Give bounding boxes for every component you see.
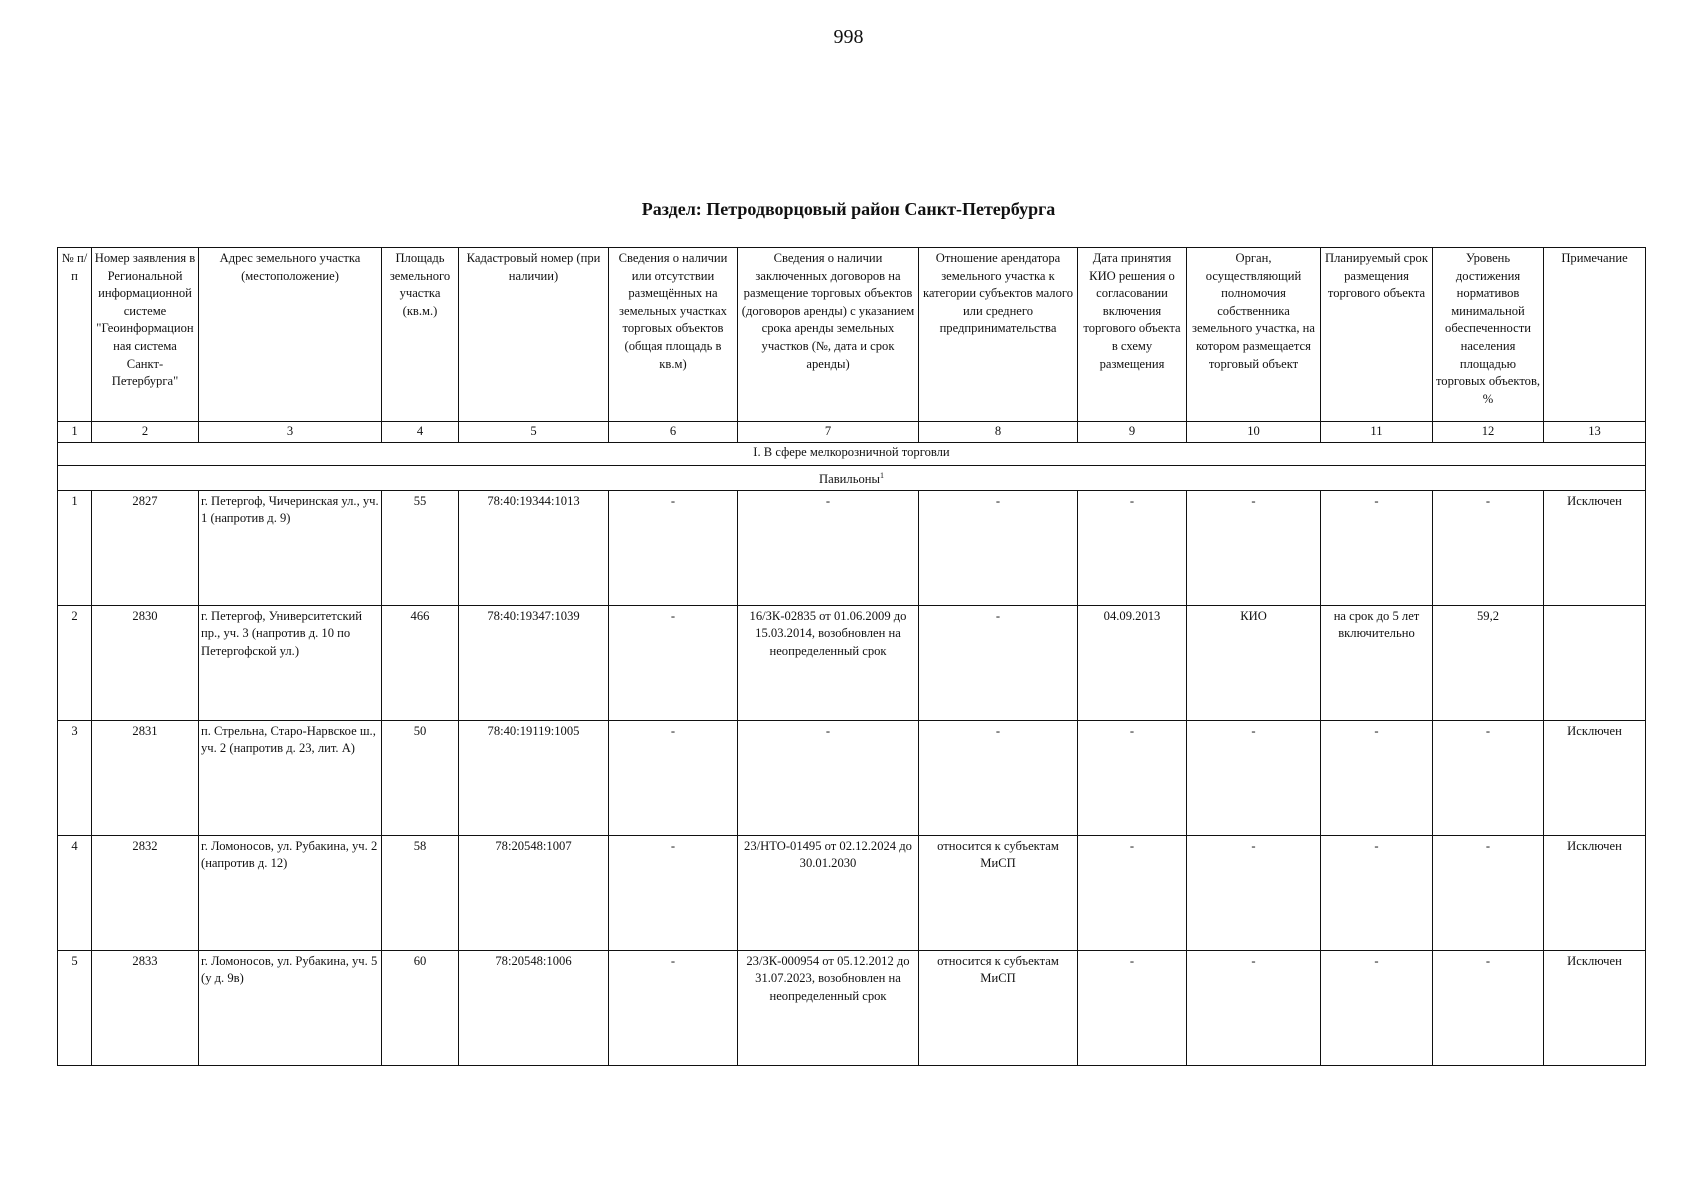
column-header: Сведения о наличии заключенных договоров на размещение торговых объектов (договоров аренды) с указанием срока аренды земельных участков (№, дата и срок аренды) (738, 248, 919, 422)
column-header: Сведения о наличии или отсутствии размещённых на земельных участках торговых объектов (общая площадь в кв.м) (609, 248, 738, 422)
table-row (58, 950, 1646, 1065)
page-number: 998 (833, 26, 864, 48)
table-cell: г. Ломоносов, ул. Рубакина, уч. 5 (у д. 9в) (199, 950, 382, 1065)
table-cell: - (609, 720, 738, 835)
column-number: 1 (58, 422, 92, 443)
table-cell: - (738, 720, 919, 835)
table-cell: Исключен (1544, 720, 1646, 835)
column-number: 6 (609, 422, 738, 443)
table-cell: 50 (382, 720, 459, 835)
table-cell: - (919, 605, 1078, 720)
table-cell: - (1187, 720, 1321, 835)
table-cell: - (738, 490, 919, 605)
table-cell: 78:40:19347:1039 (459, 605, 609, 720)
subgroup-row (58, 466, 1646, 491)
column-number: 7 (738, 422, 919, 443)
table-cell (1544, 605, 1646, 720)
table-cell: - (1078, 950, 1187, 1065)
table-cell: г. Ломоносов, ул. Рубакина, уч. 2 (напротив д. 12) (199, 835, 382, 950)
table-cell: относится к субъектам МиСП (919, 950, 1078, 1065)
column-number: 4 (382, 422, 459, 443)
column-header: Орган, осуществляющий полномочия собственника земельного участка, на котором размещается торговый объект (1187, 248, 1321, 422)
table-row (58, 720, 1646, 835)
table-row (58, 835, 1646, 950)
table-cell: 1 (58, 490, 92, 605)
table-cell: 2833 (92, 950, 199, 1065)
table-cell: 59,2 (1433, 605, 1544, 720)
column-number: 12 (1433, 422, 1544, 443)
table-cell: - (1433, 835, 1544, 950)
table-cell: Исключен (1544, 835, 1646, 950)
column-number: 2 (92, 422, 199, 443)
group-title: I. В сфере мелкорозничной торговли (58, 443, 1646, 466)
table-cell: г. Петергоф, Университетский пр., уч. 3 (напротив д. 10 по Петергофской ул.) (199, 605, 382, 720)
column-header: Уровень достижения нормативов минимальной обеспеченности населения площадью торговых объектов, % (1433, 248, 1544, 422)
column-header: Адрес земельного участка (местоположение) (199, 248, 382, 422)
column-header: Кадастровый номер (при наличии) (459, 248, 609, 422)
table-cell: 16/ЗК-02835 от 01.06.2009 до 15.03.2014, возобновлен на неопределенный срок (738, 605, 919, 720)
column-number: 11 (1321, 422, 1433, 443)
table-cell: - (1187, 490, 1321, 605)
table-cell: г. Петергоф, Чичеринская ул., уч. 1 (напротив д. 9) (199, 490, 382, 605)
table-cell: - (609, 950, 738, 1065)
table-cell: 5 (58, 950, 92, 1065)
column-header: Дата принятия КИО решения о согласовании включения торгового объекта в схему размещения (1078, 248, 1187, 422)
table-cell: 466 (382, 605, 459, 720)
table-cell: - (1433, 720, 1544, 835)
column-number: 9 (1078, 422, 1187, 443)
table-cell: 58 (382, 835, 459, 950)
column-header: Отношение арендатора земельного участка к категории субъектов малого или среднего предпринимательства (919, 248, 1078, 422)
table-cell: - (1321, 950, 1433, 1065)
registry-table (57, 247, 1646, 1066)
table-cell: 78:40:19119:1005 (459, 720, 609, 835)
column-number: 5 (459, 422, 609, 443)
column-header: № п/п (58, 248, 92, 422)
table-cell: - (919, 490, 1078, 605)
table-cell: на срок до 5 лет включительно (1321, 605, 1433, 720)
table-cell: КИО (1187, 605, 1321, 720)
table-cell: 23/ЗК-000954 от 05.12.2012 до 31.07.2023, возобновлен на неопределенный срок (738, 950, 919, 1065)
table-cell: 04.09.2013 (1078, 605, 1187, 720)
table-cell: 78:40:19344:1013 (459, 490, 609, 605)
table-cell: 2 (58, 605, 92, 720)
table-cell: - (1078, 720, 1187, 835)
table-cell: - (1187, 835, 1321, 950)
table-cell: относится к субъектам МиСП (919, 835, 1078, 950)
table-cell: - (1433, 490, 1544, 605)
column-header: Площадь земельного участка (кв.м.) (382, 248, 459, 422)
table-body (58, 443, 1646, 1066)
table-cell: 2830 (92, 605, 199, 720)
table-cell: Исключен (1544, 950, 1646, 1065)
table-cell: 55 (382, 490, 459, 605)
subgroup-cell (58, 466, 1646, 491)
table-cell: - (1321, 720, 1433, 835)
table-cell: - (1078, 490, 1187, 605)
table-cell: 23/НТО-01495 от 02.12.2024 до 30.01.2030 (738, 835, 919, 950)
column-header: Номер заявления в Региональной информационной системе "Геоинформационная система Санкт-Петербурга" (92, 248, 199, 422)
section-title: Раздел: Петродворцовый район Санкт-Петербурга (641, 199, 1056, 219)
table-cell: 78:20548:1006 (459, 950, 609, 1065)
column-number: 8 (919, 422, 1078, 443)
subgroup-title: Павильоны (819, 472, 880, 487)
table-cell: - (1321, 490, 1433, 605)
table-cell: 60 (382, 950, 459, 1065)
header-row (58, 248, 1646, 422)
table-cell: 4 (58, 835, 92, 950)
table-cell: 2827 (92, 490, 199, 605)
table-cell: - (1078, 835, 1187, 950)
table-cell: - (1321, 835, 1433, 950)
column-number-row (58, 422, 1646, 443)
table-cell: Исключен (1544, 490, 1646, 605)
table-cell: 2831 (92, 720, 199, 835)
table-row (58, 605, 1646, 720)
column-number: 13 (1544, 422, 1646, 443)
group-row (58, 443, 1646, 466)
footnote-marker: 1 (879, 471, 884, 480)
column-header: Планируемый срок размещения торгового объекта (1321, 248, 1433, 422)
table-cell: - (1433, 950, 1544, 1065)
table-cell: - (609, 490, 738, 605)
table-cell: 3 (58, 720, 92, 835)
table-cell: 78:20548:1007 (459, 835, 609, 950)
table-cell: - (609, 835, 738, 950)
table-cell: 2832 (92, 835, 199, 950)
table-cell: п. Стрельна, Старо-Нарвское ш., уч. 2 (напротив д. 23, лит. А) (199, 720, 382, 835)
column-number: 10 (1187, 422, 1321, 443)
table-cell: - (609, 605, 738, 720)
table-cell: - (1187, 950, 1321, 1065)
column-header: Примечание (1544, 248, 1646, 422)
table-cell: - (919, 720, 1078, 835)
column-number: 3 (199, 422, 382, 443)
table-row (58, 490, 1646, 605)
